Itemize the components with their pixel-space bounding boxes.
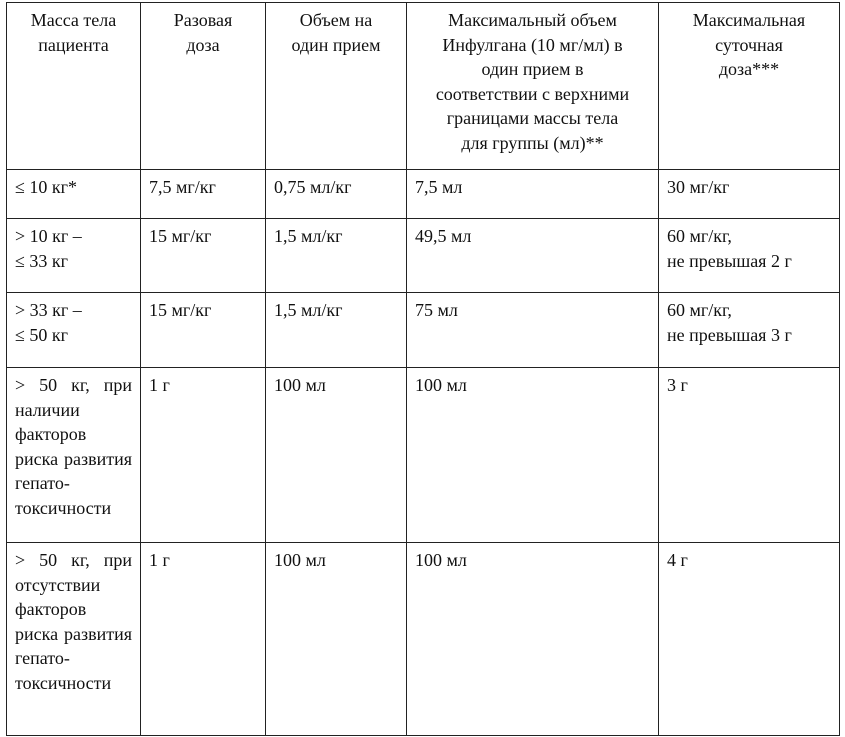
cell-max-daily-dose: 60 мг/кг, не превышая 3 г bbox=[659, 293, 840, 368]
header-max-daily-dose: Максимальная суточная доза*** bbox=[659, 3, 840, 170]
cell-max-volume: 100 мл bbox=[407, 368, 659, 543]
table-row bbox=[7, 170, 840, 219]
table-row bbox=[7, 293, 840, 368]
table-header-row bbox=[7, 3, 840, 170]
cell-body-weight: > 50 кг, при отсутствии факторов риска развития гепато-токсичности bbox=[7, 543, 141, 736]
table-row bbox=[7, 368, 840, 543]
cell-body-weight: > 33 кг – ≤ 50 кг bbox=[7, 293, 141, 368]
cell-max-volume: 49,5 мл bbox=[407, 219, 659, 293]
cell-volume-per-dose: 0,75 мл/кг bbox=[266, 170, 407, 219]
cell-max-volume: 75 мл bbox=[407, 293, 659, 368]
cell-max-daily-dose: 4 г bbox=[659, 543, 840, 736]
cell-body-weight: ≤ 10 кг* bbox=[7, 170, 141, 219]
cell-single-dose: 1 г bbox=[141, 368, 266, 543]
table-row bbox=[7, 219, 840, 293]
header-max-volume: Максимальный объем Инфулгана (10 мг/мл) в один прием в соответствии с верхними границами массы тела для группы (мл)** bbox=[407, 3, 659, 170]
header-body-weight: Масса тела пациента bbox=[7, 3, 141, 170]
cell-single-dose: 7,5 мг/кг bbox=[141, 170, 266, 219]
cell-volume-per-dose: 1,5 мл/кг bbox=[266, 293, 407, 368]
cell-volume-per-dose: 100 мл bbox=[266, 368, 407, 543]
cell-volume-per-dose: 1,5 мл/кг bbox=[266, 219, 407, 293]
cell-single-dose: 1 г bbox=[141, 543, 266, 736]
cell-max-daily-dose: 60 мг/кг, не превышая 2 г bbox=[659, 219, 840, 293]
cell-single-dose: 15 мг/кг bbox=[141, 293, 266, 368]
cell-max-daily-dose: 3 г bbox=[659, 368, 840, 543]
cell-single-dose: 15 мг/кг bbox=[141, 219, 266, 293]
dosage-table bbox=[6, 2, 840, 736]
cell-max-volume: 100 мл bbox=[407, 543, 659, 736]
cell-body-weight: > 10 кг – ≤ 33 кг bbox=[7, 219, 141, 293]
cell-volume-per-dose: 100 мл bbox=[266, 543, 407, 736]
cell-max-daily-dose: 30 мг/кг bbox=[659, 170, 840, 219]
cell-max-volume: 7,5 мл bbox=[407, 170, 659, 219]
header-single-dose: Разовая доза bbox=[141, 3, 266, 170]
cell-body-weight: > 50 кг, при наличии факторов риска развития гепато-токсичности bbox=[7, 368, 141, 543]
table-row bbox=[7, 543, 840, 736]
header-volume-per-dose: Объем на один прием bbox=[266, 3, 407, 170]
